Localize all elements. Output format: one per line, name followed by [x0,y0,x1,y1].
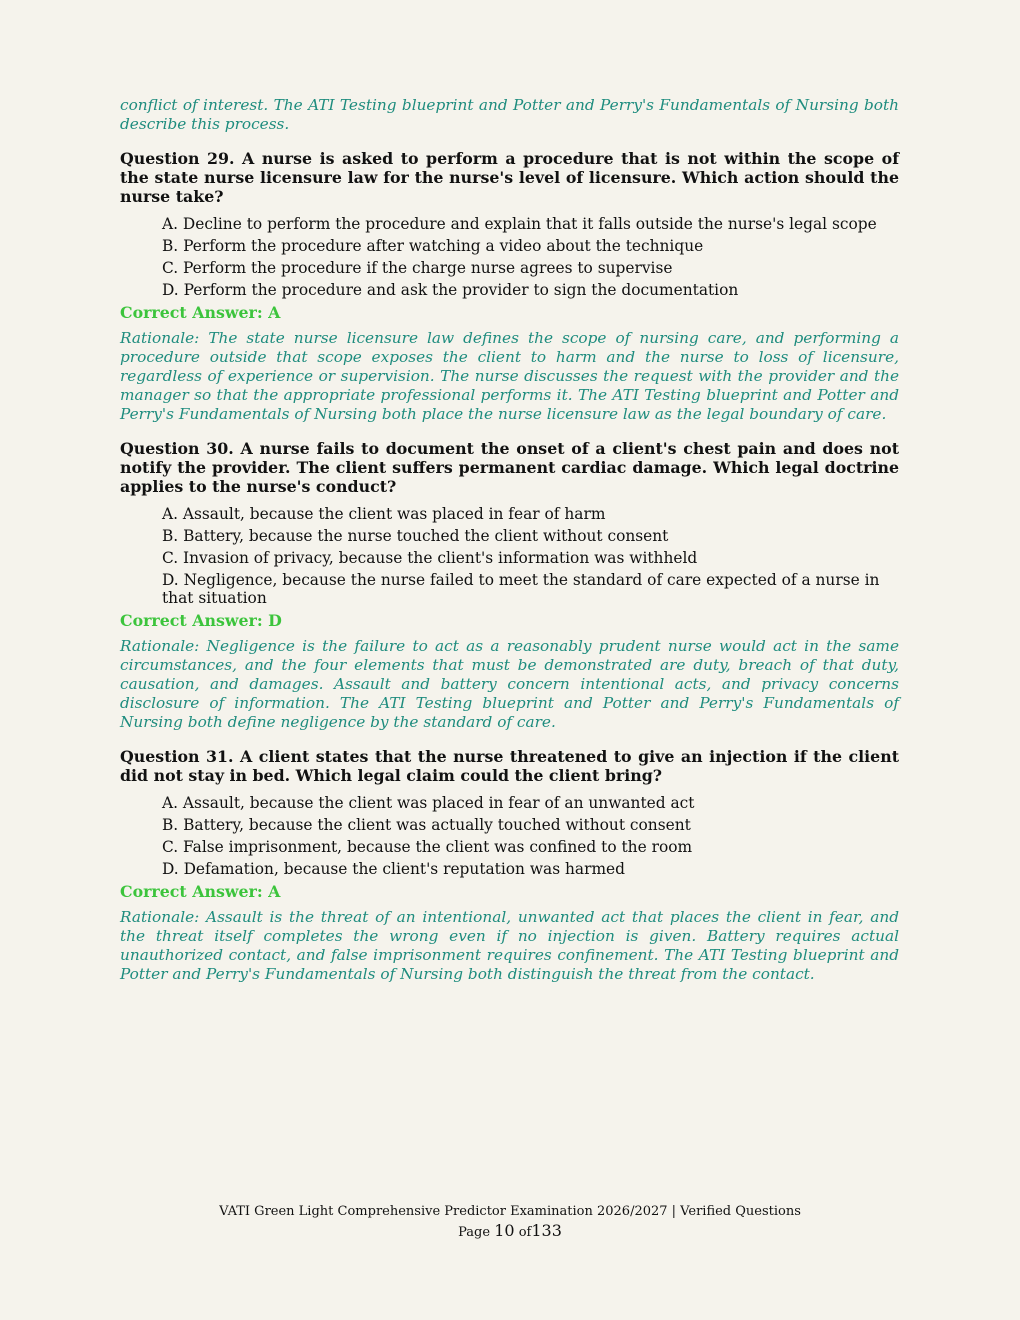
page-number-line [0,1221,1020,1242]
option-c: C. False imprisonment, because the client was confined to the room [162,838,693,856]
rationale: Rationale: Assault is the threat of an intentional, unwanted act that places the client in fear, and the threat itself completes the wrong even if no injection is given. Battery requires actual unauthorized contact, and false imprisonment requires confinement. The ATI Testing blueprint and Potter and Perry's Fundamentals of Nursing both distinguish the threat from the contact. [120,908,899,983]
page-total: 133 [531,1221,562,1240]
option-b: B. Battery, because the client was actually touched without consent [162,816,691,834]
question-block [120,149,899,424]
option-d: D. Negligence, because the nurse failed to meet the standard of care expected of a nurse in that situation [162,571,880,607]
question-block [120,439,899,732]
lead-rationale: conflict of interest. The ATI Testing blueprint and Potter and Perry's Fundamentals of Nursing both describe this process. [120,96,899,133]
rationale: Rationale: Negligence is the failure to act as a reasonably prudent nurse would act in the same circumstances, and the four elements that must be demonstrated are duty, breach of that duty, causation, and damages. Assault and battery concern intentional acts, and privacy concerns disclosure of information. The ATI Testing blueprint and Potter and Perry's Fundamentals of Nursing both define negligence by the standard of care. [120,637,899,731]
page-number: 10 [494,1221,515,1240]
correct-answer: Correct Answer: A [120,303,281,322]
option-d: D. Perform the procedure and ask the provider to sign the documentation [162,281,739,299]
question-block [120,747,899,984]
page-content [120,96,899,984]
option-list [120,505,899,607]
option-list [120,215,899,299]
option-d: D. Defamation, because the client's reputation was harmed [162,860,625,878]
rationale: Rationale: The state nurse licensure law defines the scope of nursing care, and performing a procedure outside that scope exposes the client to harm and the nurse to loss of licensure, regardless of experience or supervision. The nurse discusses the request with the provider and the manager so that the appropriate professional performs it. The ATI Testing blueprint and Potter and Perry's Fundamentals of Nursing both place the nurse licensure law as the legal boundary of care. [120,329,899,423]
option-b: B. Battery, because the nurse touched the client without consent [162,527,669,545]
question-title: Question 31. A client states that the nurse threatened to give an injection if the client did not stay in bed. Which legal claim could the client bring? [120,747,899,785]
page-of-label: of [518,1225,532,1240]
correct-answer: Correct Answer: D [120,611,282,630]
footer-title: VATI Green Light Comprehensive Predictor Examination 2026/2027 | Verified Questions [219,1204,801,1219]
question-title: Question 29. A nurse is asked to perform a procedure that is not within the scope of the state nurse licensure law for the nurse's level of licensure. Which action should the nurse take? [120,149,899,206]
option-a: A. Assault, because the client was placed in fear of an unwanted act [162,794,695,812]
option-c: C. Perform the procedure if the charge nurse agrees to supervise [162,259,673,277]
question-title: Question 30. A nurse fails to document the onset of a client's chest pain and does not notify the provider. The client suffers permanent cardiac damage. Which legal doctrine applies to the nurse's conduct? [120,439,899,496]
page-footer [0,1202,1020,1242]
option-a: A. Assault, because the client was placed in fear of harm [162,505,606,523]
page-label: Page [458,1225,491,1240]
option-c: C. Invasion of privacy, because the client's information was withheld [162,549,698,567]
option-list [120,794,899,878]
correct-answer: Correct Answer: A [120,882,281,901]
option-b: B. Perform the procedure after watching a video about the technique [162,237,704,255]
option-a: A. Decline to perform the procedure and explain that it falls outside the nurse's legal scope [162,215,877,233]
